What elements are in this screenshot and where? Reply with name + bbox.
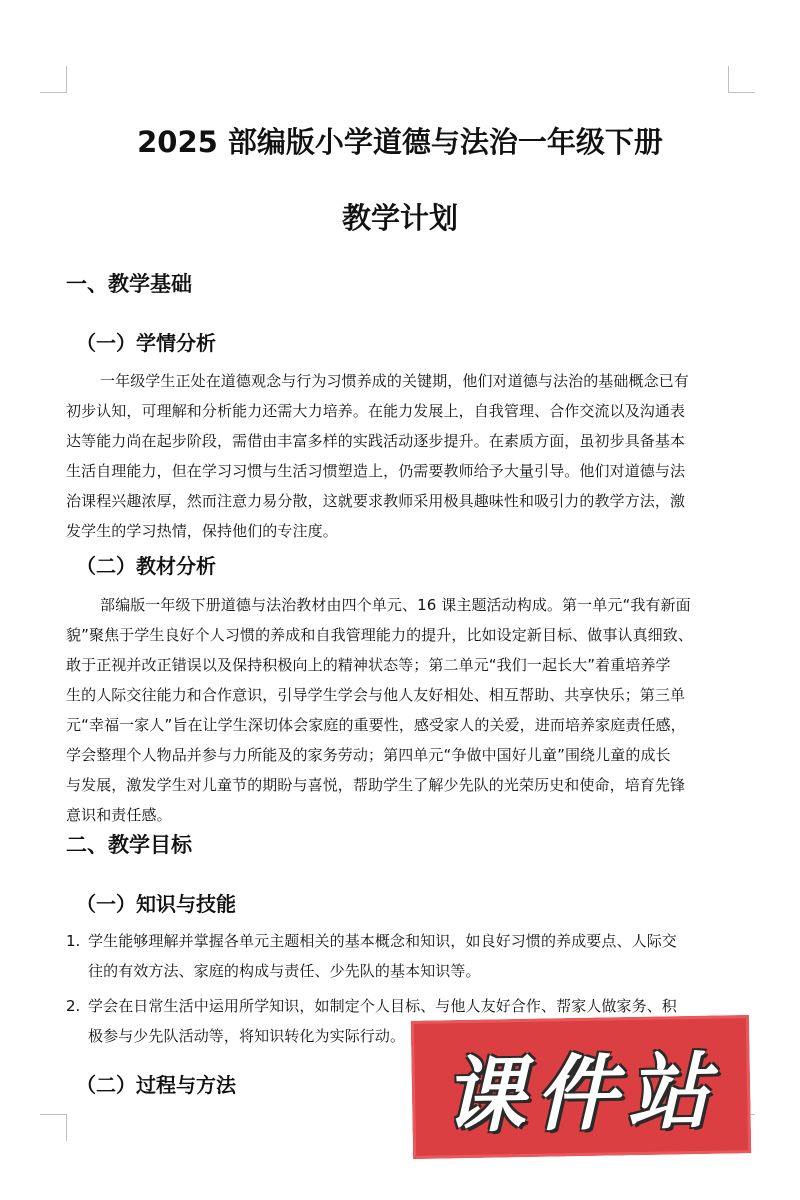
paragraph-line: 生的人际交往能力和合作意识，引导学生学会与他人友好相处、相互帮助、共享快乐；第三单: [66, 686, 686, 704]
subsection-heading-textbook-analysis: （二）教材分析: [76, 554, 216, 578]
list-item-line: 往的有效方法、家庭的构成与责任、少先队的基本知识等。: [88, 962, 481, 980]
list-item-line: 极参与少先队活动等，将知识转化为实际行动。: [88, 1027, 406, 1045]
document-title-line2: 教学计划: [341, 201, 458, 235]
list-item-line: 学会在日常生活中运用所学知识，如制定个人目标、与他人友好合作、帮家人做家务、积: [88, 997, 677, 1015]
paragraph-line: 部编版一年级下册道德与法治教材由四个单元、16 课主题活动构成。第一单元“我有新面: [100, 596, 691, 614]
section-heading-teaching-basis: 一、教学基础: [66, 272, 192, 296]
paragraph-line: 达等能力尚在起步阶段，需借由丰富多样的实践活动逐步提升。在素质方面，虽初步具备基本: [66, 432, 686, 450]
paragraph-line: 学会整理个人物品并参与力所能及的家务劳动；第四单元“争做中国好儿童”围绕儿童的成长: [66, 746, 671, 764]
list-item: [88, 926, 677, 986]
paragraph-line: 发学生的学习热情，保持他们的专注度。: [66, 522, 338, 540]
paragraph-line: 元“幸福一家人”旨在让学生深切体会家庭的重要性，感受家人的关爱，进而培养家庭责任感，: [66, 716, 686, 734]
section-heading-teaching-goals: 二、教学目标: [66, 833, 192, 857]
paragraph-line: 一年级学生正处在道德观念与行为习惯养成的关键期，他们对道德与法治的基础概念已有: [100, 372, 689, 390]
paragraph-line: 敢于正视并改正错误以及保持积极向上的精神状态等；第二单元“我们一起长大”着重培养学: [66, 656, 671, 674]
paragraph-line: 与发展，激发学生对儿童节的期盼与喜悦，帮助学生了解少先队的光荣历史和使命，培育先锋: [66, 776, 686, 794]
paragraph-line: 貌”聚焦于学生良好个人习惯的养成和自我管理能力的提升，比如设定新目标、做事认真细致、: [66, 626, 693, 644]
paragraph-student-analysis: [66, 366, 689, 546]
page-corner-mark-top-left: [40, 66, 67, 93]
paragraph-line: 治课程兴趣浓厚，然而注意力易分散，这就要求教师采用极具趣味性和吸引力的教学方法，激: [66, 492, 686, 510]
document-title-line1: 2025 部编版小学道德与法治一年级下册: [137, 125, 663, 159]
watermark-stamp: [411, 1015, 751, 1159]
subsection-heading-student-analysis: （一）学情分析: [76, 331, 216, 355]
page-corner-mark-bottom-left: [40, 1114, 67, 1141]
paragraph-textbook-analysis: [66, 590, 693, 830]
paragraph-line: 初步认知，可理解和分析能力还需大力培养。在能力发展上，自我管理、合作交流以及沟通表: [66, 402, 686, 420]
paragraph-line: 生活自理能力，但在学习习惯与生活习惯塑造上，仍需要教师给予大量引导。他们对道德与法: [66, 462, 686, 480]
list-item-number: 1.: [66, 932, 81, 950]
subsection-heading-knowledge-skills: （一）知识与技能: [76, 892, 236, 916]
list-item-line: 学生能够理解并掌握各单元主题相关的基本概念和知识，如良好习惯的养成要点、人际交: [88, 932, 677, 950]
list-item-number: 2.: [66, 997, 81, 1015]
page-corner-mark-top-right: [728, 66, 755, 93]
paragraph-line: 意识和责任感。: [66, 806, 172, 824]
subsection-heading-process-method: （二）过程与方法: [76, 1073, 236, 1097]
watermark-text: 课件站: [442, 1044, 720, 1144]
